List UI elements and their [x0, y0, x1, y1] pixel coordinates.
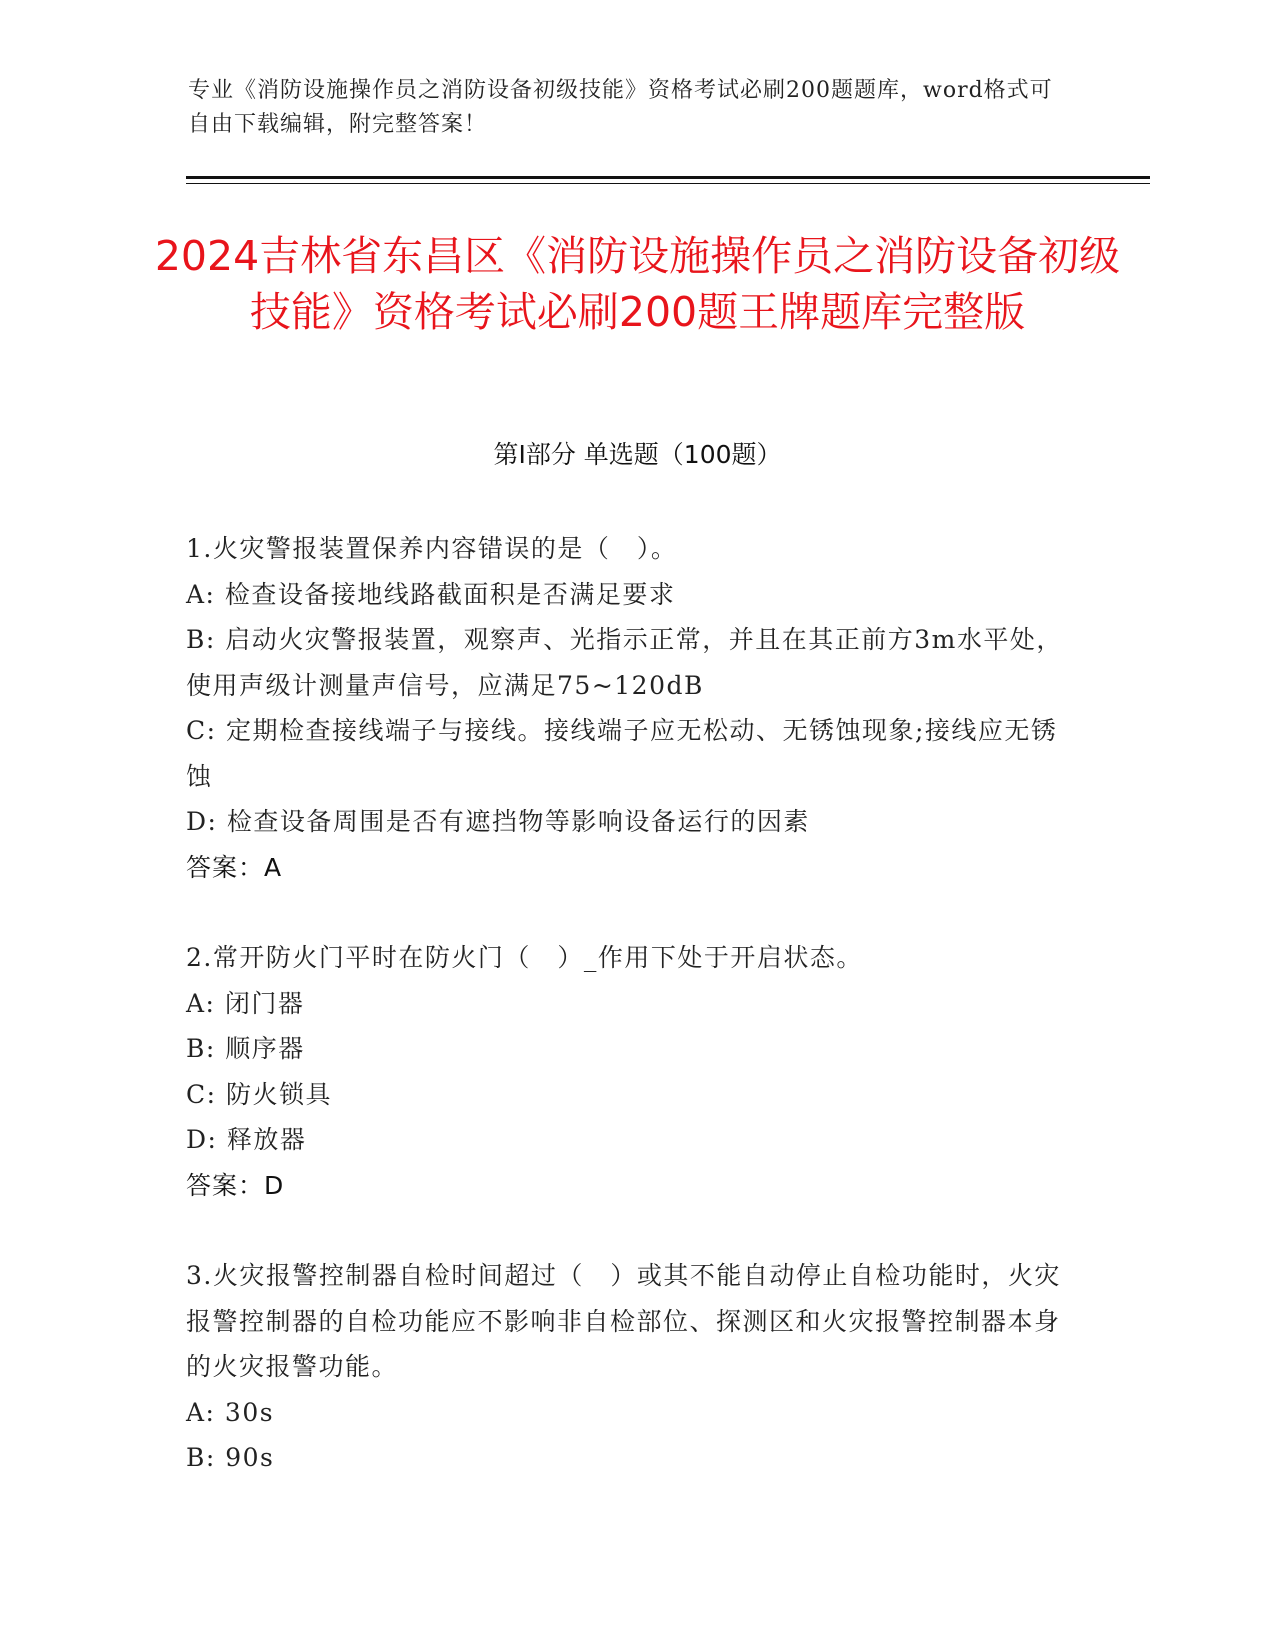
question-3: [186, 1253, 1066, 1481]
section-heading: 第Ⅰ部分 单选题（100题）: [493, 440, 782, 469]
option-d: D: 释放器: [186, 1125, 307, 1154]
question-stem: 3.火灾报警控制器自检时间超过（ ）或其不能自动停止自检功能时，火灾报警控制器的自检功能应不影响非自检部位、探测区和火灾报警控制器本身的火灾报警功能。: [186, 1261, 1061, 1381]
header-divider: [186, 176, 1150, 184]
option-a: A: 闭门器: [186, 988, 305, 1018]
question-stem: 2.常开防火门平时在防火门（ ）_作用下处于开启状态。: [186, 943, 863, 972]
option-b: B: 90s: [186, 1443, 275, 1472]
option-b: B: 启动火灾警报装置，观察声、光指示正常，并且在其正前方3m水平处，使用声级计测量声信号，应满足75~120dB: [186, 625, 1063, 700]
option-d: D: 检查设备周围是否有遮挡物等影响设备运行的因素: [186, 807, 810, 836]
question-1: [186, 526, 1066, 890]
option-a: A: 检查设备接地线路截面积是否满足要求: [186, 579, 676, 609]
document-title: 2024吉林省东昌区《消防设施操作员之消防设备初级技能》资格考试必刷200题王牌题库完整版: [154, 232, 1121, 336]
option-c: C: 防火锁具: [186, 1079, 332, 1109]
question-stem: 1.火灾警报装置保养内容错误的是（ ）。: [186, 534, 678, 563]
option-a: A: 30s: [186, 1397, 275, 1427]
option-b: B: 顺序器: [186, 1034, 305, 1063]
answer: 答案：A: [186, 852, 283, 882]
answer: 答案：D: [186, 1170, 285, 1200]
option-c: C: 定期检查接线端子与接线。接线端子应无松动、无锈蚀现象;接线应无锈蚀: [186, 716, 1058, 791]
question-2: [186, 935, 1066, 1208]
question-list: [186, 526, 1066, 1526]
header-note: 专业《消防设施操作员之消防设备初级技能》资格考试必刷200题题库，word格式可自由下载编辑，附完整答案！: [188, 78, 1053, 137]
